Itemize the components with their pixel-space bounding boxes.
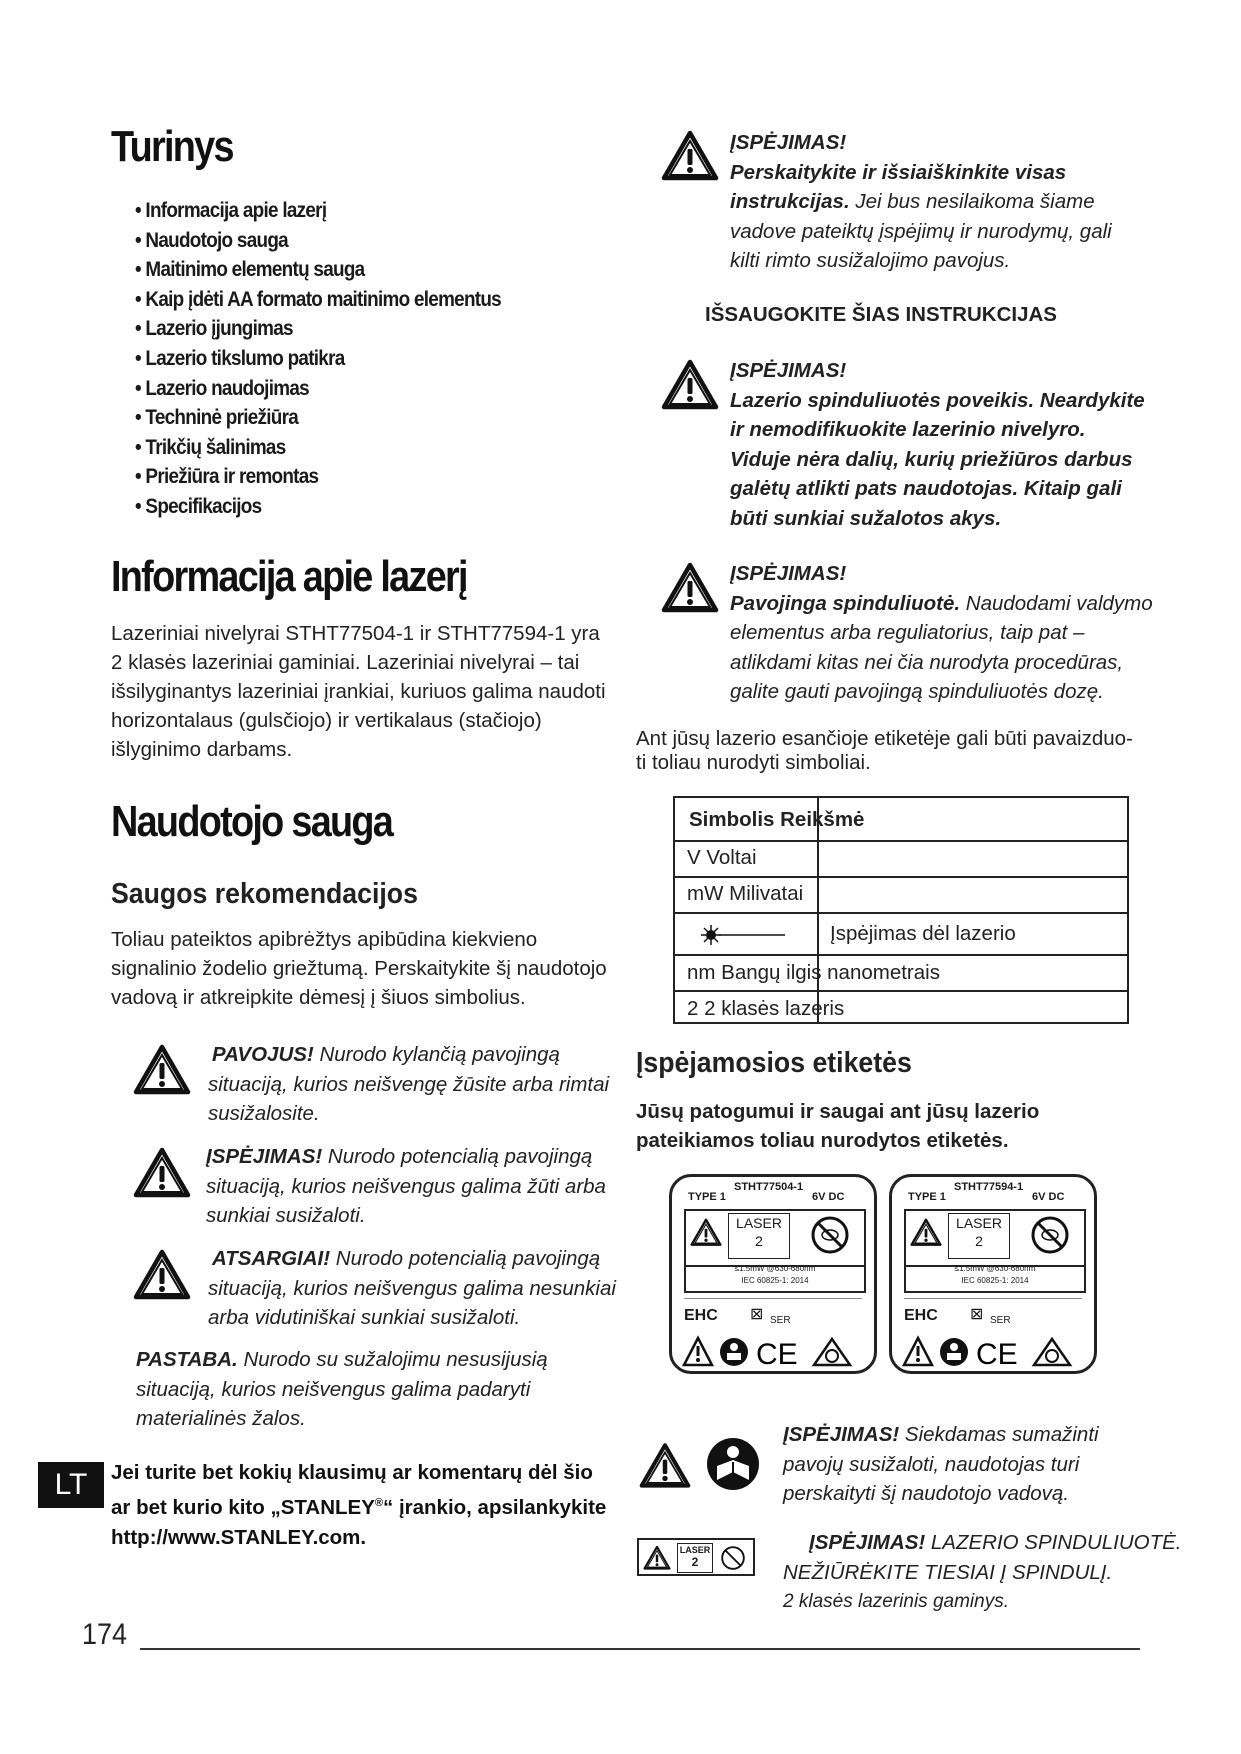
safety-paragraph [111,925,607,1012]
note-text: Nurodo su sužalojimu nesusijusią [237,1348,548,1371]
note-text: situaciją, kurios neišvengus galima padaryti [136,1377,531,1401]
read-instructions-warning [730,128,1112,276]
info-line: Lazeriniai nivelyrai STHT77504-1 ir STHT77594-1 yra [111,622,600,645]
warning-text: Lazerio spinduliuotės poveikis. Neardykite [730,388,1145,412]
warning-text: instrukcijas. [730,190,850,213]
warning-triangle-icon [661,358,719,410]
label-type: TYPE 1 [688,1191,726,1203]
labels-intro [636,1097,1039,1155]
warning-triangle-icon [133,1146,191,1198]
warning-text: perskaityti šį naudotojo vadovą. [783,1482,1070,1505]
warning-triangle-icon [133,1043,191,1095]
toc-item[interactable]: • Techninė priežiūra [135,406,299,430]
eac-mark: ЕНС [904,1307,938,1324]
symbols-table [673,796,1129,1024]
warning-triangle-icon [133,1248,191,1300]
table-row: 2 2 klasės lazeris [687,997,845,1020]
label-voltage: 6V DC [812,1191,845,1203]
warning-triangle-icon [661,129,719,181]
label-serial: SER [770,1315,791,1326]
svg-text:CE: CE [976,1338,1018,1369]
warning-heading: ĮSPĖJIMAS! [809,1531,926,1554]
page-number: 174 [82,1618,128,1651]
product-label-left [669,1174,877,1374]
contact-note [111,1458,606,1553]
info-line: 2 klasės lazeriniai gaminiai. Lazeriniai nivelyrai – tai [111,651,580,674]
toc-item[interactable]: • Lazerio įjungimas [135,317,293,341]
label-class: 2 [975,1233,983,1249]
warning-text: Siekdamas sumažinti [899,1423,1099,1446]
laser-warning-icon [690,1217,722,1247]
label-serial: SER [990,1315,1011,1326]
safety-line: vadovą ir atkreipkite dėmesį į šiuos simbolius. [111,986,526,1009]
toc-item[interactable]: • Trikčių šalinimas [135,435,286,459]
table-row: mW Milivatai [687,882,804,905]
caution-text: arba vidutiniškai sunkiai susižaloti. [208,1306,521,1329]
danger-label: PAVOJUS! [212,1043,314,1066]
warning-text: LAZERIO SPINDULIUOTĖ. [925,1531,1182,1554]
note-label: PASTABA. [136,1348,238,1371]
toc-item[interactable]: • Kaip įdėti AA formato maitinimo elementus [135,287,501,311]
language-tab: LT [38,1462,104,1508]
badge-class: 2 [691,1555,699,1569]
info-line: išlyginimo darbams. [111,738,293,761]
table-row: nm Bangų ilgis nanometrais [687,961,940,984]
contact-line: “ įrankio, apsilankykite [383,1495,607,1519]
label-type: TYPE 1 [908,1191,946,1203]
warning-heading: ĮSPĖJIMAS! [730,562,847,585]
safety-line: signalinio žodelio griežtumą. Perskaitykite šį naudotojo [111,957,607,980]
laser-warning-icon [910,1217,942,1247]
website-link[interactable]: http://www.STANLEY.com. [111,1525,367,1549]
danger-text: Nurodo kylančią pavojingą [313,1043,560,1066]
warning-text: galėtų atlikti pats naudotojas. Kitaip gali [730,477,1122,500]
laser-radiation-label-warning [783,1528,1182,1617]
warning-text: Perskaitykite ir išsiaiškinkite visas [730,160,1067,184]
table-row: V Voltai [687,846,757,869]
label-spec: IEC 60825-1: 2014 [741,1276,809,1285]
warning-text: Pavojinga spinduliuotė. [730,591,961,615]
warning-text: vadove pateiktų įspėjimų ir nurodymų, gali [730,219,1112,243]
hazardous-radiation-warning [730,559,1153,707]
warning-text: Jei bus nesilaikoma šiame [849,190,1095,213]
compliance-icons [682,1335,868,1369]
warning-triangle-icon [661,561,719,613]
danger-text: susižalosite. [208,1102,320,1125]
warning-text: NEŽIŪRĖKITE TIESIAI Į SPINDULĮ. [783,1560,1113,1584]
laser-warning-icon [643,1545,671,1570]
toc-title: Turinys [111,122,233,171]
note-definition [136,1345,548,1434]
label-model: STHT77594-1 [954,1181,1024,1193]
warning-text: 2 klasės lazerinis gaminys. [783,1591,1009,1612]
read-manual-icon [705,1436,761,1492]
symbols-intro [636,727,1133,775]
label-class: 2 [755,1233,763,1249]
warning-text: kilti rimto susižalojimo pavojus. [730,249,1011,272]
compliance-icons [902,1335,1088,1369]
toc-item[interactable]: • Informacija apie lazerį [135,199,327,222]
labels-title: Įspėjamosios etiketės [636,1047,912,1079]
warning-text: pavojų susižaloti, naudotojas turi [783,1452,1080,1476]
no-stare-icon [1028,1215,1072,1255]
info-title: Informacija apie lazerį [111,552,467,601]
toc-item[interactable]: • Specifikacijos [135,494,262,518]
symbols-intro-line: Ant jūsų lazerio esančioje etiketėje gali būti pavaizduo- [636,727,1133,750]
safety-subtitle: Saugos rekomendacijos [111,878,418,910]
safety-line: Toliau pateiktos apibrėžtys apibūdina kiekvieno [111,928,538,951]
bin-icon: ⊠ [970,1306,984,1323]
danger-definition [208,1040,609,1129]
warning-definition [206,1142,606,1231]
warning-text: elementus arba reguliatorius, taip pat – [730,621,1085,644]
caution-definition [208,1244,616,1333]
label-spec: ≤1.5mW @630-680nm [954,1264,1036,1273]
warning-heading: ĮSPĖJIMAS! [730,359,847,382]
warning-text: situaciją, kurios neišvengus galima žūti arba [206,1174,606,1198]
toc-item[interactable]: • Priežiūra ir remontas [135,465,319,489]
toc-item[interactable]: • Lazerio naudojimas [135,376,309,400]
warning-label: ĮSPĖJIMAS! [206,1145,323,1168]
warning-text: sunkiai susižaloti. [206,1204,366,1227]
labels-intro-line: Jūsų patogumui ir saugai ant jūsų lazerio [636,1100,1040,1123]
product-label-right [889,1174,1097,1374]
laser-class-badge [637,1538,755,1576]
badge-laser-text: LASER [679,1545,711,1555]
info-paragraph [111,619,606,764]
warning-heading: ĮSPĖJIMAS! [730,131,847,154]
caution-label: ATSARGIAI! [212,1247,331,1270]
caution-text: situaciją, kurios neišvengus galima nesunkiai [208,1276,616,1300]
warning-text: Viduje nėra dalių, kurių priežiūros darbus [730,447,1133,471]
label-model: STHT77504-1 [734,1181,804,1193]
warning-text: galite gauti pavojingą spinduliuotės dozę. [730,680,1104,703]
label-laser-text: LASER [956,1215,1002,1231]
warning-text: Naudodami valdymo [960,591,1153,615]
safety-title: Naudotojo sauga [111,797,393,846]
warning-triangle-icon [639,1441,691,1489]
table-header: Simbolis Reikšmė [689,808,865,831]
symbols-intro-line: ti toliau nurodyti simboliai. [636,751,871,774]
toc-list [135,196,542,522]
danger-text: situaciją, kurios neišvengę žūsite arba rimtai [208,1072,610,1096]
info-line: išsilyginantys lazeriniai įrankiai, kuriuos galima naudoti [111,680,606,703]
no-stare-icon [719,1544,747,1572]
table-row: Įspėjimas dėl lazerio [830,922,1016,945]
read-manual-warning [783,1420,1099,1509]
warning-text: Nurodo potencialią pavojingą [322,1145,593,1168]
label-spec: ≤1.5mW @630-680nm [734,1264,816,1273]
footer-rule [140,1648,1140,1650]
laser-beam-icon [697,922,787,948]
caution-text: Nurodo potencialią pavojingą [330,1247,601,1270]
no-stare-icon [808,1215,852,1255]
warning-text: būti sunkiai sužalotos akys. [730,506,1002,530]
label-voltage: 6V DC [1032,1191,1065,1203]
eac-mark: ЕНС [684,1307,718,1324]
registered-mark: ® [374,1497,383,1509]
save-instructions-heading: IŠSAUGOKITE ŠIAS INSTRUKCIJAS [705,303,1057,326]
svg-text:CE: CE [756,1338,798,1369]
contact-line: Jei turite bet kokių klausimų ar komentarų dėl šio [111,1461,593,1484]
toc-item[interactable]: • Naudotojo sauga [135,228,288,252]
laser-radiation-warning [730,356,1145,533]
warning-text: atlikdami kitas nei čia nurodyta procedūras, [730,650,1124,674]
label-spec: IEC 60825-1: 2014 [961,1276,1029,1285]
contact-line: ar bet kurio kito „STANLEY [111,1495,375,1519]
bin-icon: ⊠ [750,1306,764,1323]
toc-item[interactable]: • Maitinimo elementų sauga [135,258,365,282]
note-text: materialinės žalos. [136,1407,306,1430]
toc-item[interactable]: • Lazerio tikslumo patikra [135,346,345,370]
warning-text: ir nemodifikuokite lazerinio nivelyro. [730,418,1086,441]
warning-heading: ĮSPĖJIMAS! [783,1423,900,1446]
label-laser-text: LASER [736,1215,782,1231]
labels-intro-line: pateikiamos toliau nurodytos etiketės. [636,1129,1009,1152]
info-line: horizontalaus (gulsčiojo) ir vertikalaus (stačiojo) [111,709,542,732]
